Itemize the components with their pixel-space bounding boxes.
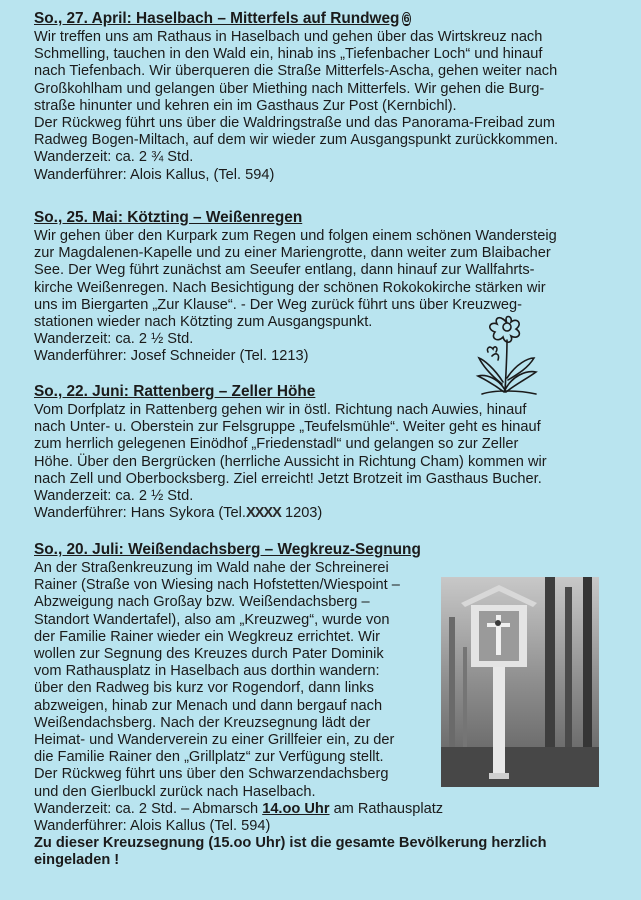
text-line: Höhe. Über den Bergrücken (herrliche Aussicht in Richtung Cham) kommen wir [34, 453, 547, 470]
text-line: kirche Weißenregen. Nach Besichtigung der schönen Rokokokirche stärken wir [34, 279, 546, 296]
circled-number-badge: 6 [403, 13, 410, 25]
text-line: Rainer (Straße von Wiesing nach Hofstetten/Wiespoint – [34, 577, 400, 594]
entry-april [34, 9, 604, 184]
entry-title: So., 22. Juni: Rattenberg – Zeller Höhe [34, 383, 316, 400]
text-line: Schmelling, tauchen in den Wald ein, hinab ins „Tiefenbacher Loch“ und hinauf [34, 46, 543, 63]
hike-guide: Wanderführer: Josef Schneider (Tel. 1213) [34, 348, 309, 365]
text-line: Standort Wandertafel), also am „Kreuzweg“, wurde von [34, 611, 390, 628]
invitation-notice: eingeladen ! [34, 852, 120, 869]
text-line: uns im Biergarten „Zur Klause“. - Der Weg zurück führt uns über Kreuzweg- [34, 296, 522, 313]
text-line: See. Der Weg führt zunächst am Seeufer entlang, dann hinauf zur Wallfahrts- [34, 262, 535, 279]
text-line: Weißendachsberg. Nach der Kreuzsegnung lädt der [34, 714, 371, 731]
text-line: vom Rathausplatz in Haselbach aus dorthin wandern: [34, 663, 380, 680]
text-line: Wir treffen uns am Rathaus in Haselbach und gehen über das Wirtskreuz nach [34, 29, 543, 45]
text-line: der Familie Rainer wieder ein Wegkreuz errichtet. Wir [34, 628, 381, 645]
hiking-time: Wanderzeit: ca. 2 ½ Std. [34, 331, 194, 348]
entry-title: So., 20. Juli: Weißendachsberg – Wegkreuz-Segnung [34, 541, 421, 558]
invitation-notice: Zu dieser Kreuzsegnung (15.oo Uhr) ist die gesamte Bevölkerung herzlich [34, 835, 547, 852]
entry-title: So., 25. Mai: Kötzting – Weißenregen [34, 209, 303, 226]
text-line: Großkohlham und gelangen über Miething nach Mitterfels. Wir gehen die Burg- [34, 80, 545, 97]
text-line: über den Radweg bis kurz vor Rogendorf, dann links [34, 680, 374, 697]
wayside-cross-photo [441, 577, 599, 787]
hike-guide: Wanderführer: Alois Kallus, (Tel. 594) [34, 166, 275, 183]
hike-guide: Wanderführer: Hans Sykora (Tel.XXXX 1203) [34, 505, 323, 522]
text-line: die Familie Rainer den „Grillplatz“ zur Verfügung stellt. [34, 749, 384, 766]
hike-guide: Wanderführer: Alois Kallus (Tel. 594) [34, 818, 271, 835]
text-line: abzweigen, hinab zur Menach und dann bergauf nach [34, 697, 383, 714]
text-line: nach Zell und Oberbocksberg. Ziel erreicht! Jetzt Brotzeit im Gasthaus Bucher. [34, 470, 542, 487]
text-line: Der Rückweg führt uns über die Waldringstraße und das Panorama-Freibad zum [34, 115, 556, 132]
text-line: nach Tiefenbach. Wir überqueren die Straße Mitterfels-Ascha, gehen weiter nach [34, 63, 558, 80]
hiking-time: Wanderzeit: ca. 2 Std. – Abmarsch 14.oo Uhr am Rathausplatz [34, 800, 444, 817]
departure-time: 14.oo Uhr [262, 800, 330, 817]
text-line: zur Magdalenen-Kapelle und zu einer Mariengrotte, dann weiter zum Blaibacher [34, 245, 551, 262]
text-line: Wir gehen über den Kurpark zum Regen und folgen einem schönen Wandersteig [34, 228, 557, 244]
text-line: wollen zur Segnung des Kreuzes durch Pater Dominik [34, 646, 384, 663]
entry-title: So., 27. April: Haselbach – Mitterfels auf Rundweg 6 [34, 10, 410, 27]
text-line: Heimat- und Wanderverein zu einer Grillfeier ein, zu der [34, 732, 395, 749]
hiking-time: Wanderzeit: ca. 2 ½ Std. [34, 488, 194, 505]
text-line: zum herrlich gelegenen Einödhof „Friedenstadl“ und gelangen so zur Zeller [34, 436, 519, 453]
text-line: Radweg Bogen-Miltach, auf dem wir wieder zum Ausgangspunkt zurückkommen. [34, 132, 558, 149]
text-line: An der Straßenkreuzung im Wald nahe der Schreinerei [34, 560, 389, 576]
hiking-time: Wanderzeit: ca. 2 ¾ Std. [34, 149, 194, 166]
text-line: Abzweigung nach Großay bzw. Weißendachsberg – [34, 594, 370, 611]
entry-june [34, 382, 604, 522]
text-line: Vom Dorfplatz in Rattenberg gehen wir in östl. Richtung nach Auwies, hinauf [34, 402, 527, 418]
text-line: nach Unter- u. Oberstein zur Felsgruppe „Teufelsmühle“. Weiter geht es hinauf [34, 419, 541, 436]
text-line: stationen wieder nach Kötzting zum Ausgangspunkt. [34, 314, 373, 331]
wayside-cross-image [441, 577, 599, 787]
text-line: und den Gierlbuckl zurück nach Haselbach. [34, 783, 316, 800]
text-line: Der Rückweg führt uns über den Schwarzendachsberg [34, 766, 389, 783]
crossed-out-number: XXXX [245, 505, 281, 522]
text-line: straße hinunter und kehren ein im Gasthaus Zur Post (Kernbichl). [34, 97, 457, 114]
